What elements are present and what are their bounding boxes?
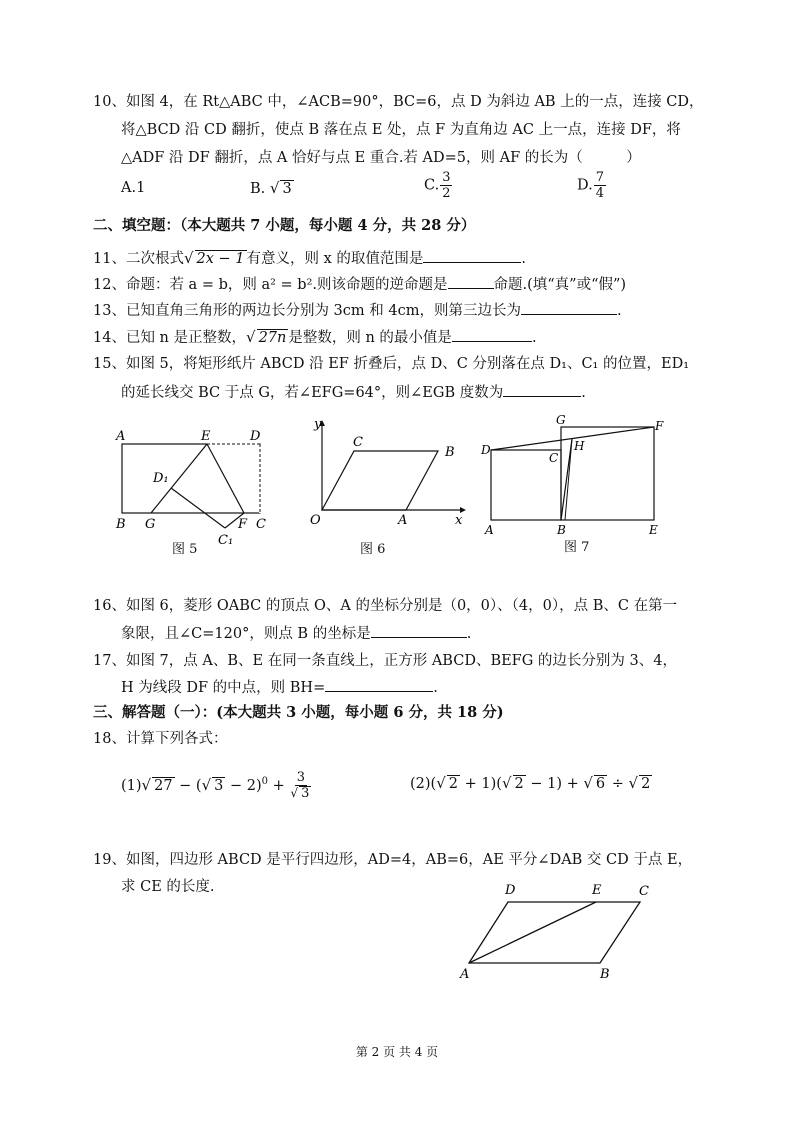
- q18-part1-radicand-a: 27: [154, 777, 173, 794]
- q14-radicand: 27n: [258, 330, 287, 346]
- sqrt-symbol: √: [141, 775, 152, 794]
- q11-answer-blank[interactable]: [423, 248, 521, 263]
- fraction-numerator: 3: [442, 170, 451, 185]
- q11-prefix: 11、二次根式: [93, 251, 184, 267]
- fig19-label-e: E: [592, 883, 602, 898]
- q17-line1: 17、如图 7，点 A、B、E 在同一条直线上，正方形 ABCD、BEFG 的边长分别为 3、4，: [93, 653, 677, 669]
- q18-part1-paren-open: − (: [179, 777, 202, 794]
- q15-answer-blank[interactable]: [503, 382, 581, 397]
- q16-answer-blank[interactable]: [371, 623, 467, 638]
- fig5-caption: 图 5: [172, 542, 198, 557]
- q14-prefix: 14、已知 n 是正整数，: [93, 330, 247, 346]
- q18-part1-exponent: 0: [261, 776, 269, 787]
- q10-option-b: [250, 178, 294, 199]
- fig5-label-f: F: [238, 517, 248, 532]
- fig19-label-c: C: [639, 884, 649, 899]
- q10-option-c-label: C.: [424, 177, 440, 194]
- q18-part2-radicand-3: 6: [595, 776, 606, 792]
- sqrt-symbol: √: [183, 249, 194, 267]
- q18-part2-radicand-1: 2: [448, 776, 459, 792]
- section-3-heading: 三、解答题（一）：(本大题共 3 小题，每小题 6 分，共 18 分): [93, 704, 504, 721]
- page-footer: 第 2 页 共 4 页: [355, 1045, 439, 1059]
- fig5-label-c: C: [256, 517, 266, 532]
- sqrt-symbol: √: [246, 328, 256, 346]
- section-2-heading: 二、填空题：（本大题共 7 小题，每小题 4 分，共 28 分）: [93, 217, 476, 234]
- q18-part2-mid2: − 1) +: [530, 776, 579, 792]
- q10-line2: 将△BCD 沿 CD 翻折，使点 B 落在点 E 处，点 F 为直角边 AC 上一点，连接 DF，将: [121, 122, 681, 138]
- q12-text-2: 命题.(填“真”或“假”): [493, 277, 627, 293]
- q19-line1: 19、如图，四边形 ABCD 是平行四边形，AD=4，AB=6，AE 平分∠DAB 交 CD 于点 E，: [93, 852, 693, 868]
- q15-line2-text: 的延长线交 BC 于点 G，若∠EFG=64°，则∠EGB 度数为: [121, 385, 504, 401]
- fig5-label-g: G: [145, 517, 156, 532]
- figure-19: [455, 880, 655, 985]
- q10-option-b-label: B.: [250, 181, 266, 197]
- fig19-label-d: D: [505, 883, 516, 898]
- q19-line2: 求 CE 的长度.: [121, 879, 215, 895]
- q16-line2: 象限，且∠C=120°，则点 B 的坐标是 .: [121, 623, 471, 644]
- q18-title: 18、计算下列各式：: [93, 731, 228, 747]
- fig7-label-c: C: [549, 451, 559, 465]
- q13-text: 13、已知直角三角形的两边长分别为 3cm 和 4cm，则第三边长为: [93, 303, 521, 319]
- q10-option-b-radicand: 3: [282, 181, 292, 197]
- q18-part1-den-radicand: 3: [301, 786, 310, 802]
- q18-part2-radicand-4: 2: [641, 776, 651, 792]
- q12: [93, 274, 626, 295]
- fig19-label-a: A: [460, 967, 470, 982]
- line-ef: [207, 444, 244, 513]
- q18-part2-radicand-2: 2: [514, 776, 524, 792]
- q14: 14、已知 n 是正整数，√ 27n 是整数，则 n 的最小值是 .: [93, 328, 537, 346]
- q18-part1-plus: +: [272, 777, 285, 794]
- fig7-label-e: E: [649, 523, 658, 537]
- fig7-label-h: H: [574, 439, 585, 453]
- q11-suffix: 有意义，则 x 的取值范围是: [246, 251, 424, 267]
- q14-suffix: 是整数，则 n 的最小值是: [288, 330, 452, 346]
- fig7-label-g: G: [556, 413, 566, 427]
- sqrt-symbol: √: [201, 775, 212, 794]
- fig5-label-a: A: [116, 429, 126, 444]
- q17-answer-blank[interactable]: [325, 677, 433, 692]
- q10-option-c: [424, 170, 452, 201]
- fig6-label-a: A: [398, 513, 408, 528]
- q17-line2: H 为线段 DF 的中点，则 BH= .: [121, 677, 438, 698]
- q13: 13、已知直角三角形的两边长分别为 3cm 和 4cm，则第三边长为 .: [93, 300, 622, 321]
- fig5-label-e: E: [201, 429, 211, 444]
- q18-part2-label: (2): [410, 776, 431, 792]
- rhombus-oabc: [322, 451, 438, 510]
- sqrt-symbol: √: [583, 774, 593, 792]
- fig5-label-c1: C₁: [218, 533, 234, 548]
- fig6-label-x: x: [455, 513, 463, 528]
- sqrt-symbol: √: [628, 774, 639, 792]
- fig7-label-f: F: [655, 419, 664, 433]
- fig5-label-b: B: [116, 517, 126, 532]
- fig19-label-b: B: [600, 967, 610, 982]
- q18-part1-radicand-c: 3: [214, 777, 224, 794]
- q11: 11、二次根式√ 2x − 1 有意义，则 x 的取值范围是 .: [93, 249, 527, 267]
- q10-option-a: A.1: [121, 180, 146, 196]
- fig5-label-d: D: [250, 429, 261, 444]
- fraction-numerator: 3: [296, 770, 306, 786]
- q10-option-c-fraction: [440, 170, 452, 201]
- fig7-label-b: B: [557, 523, 566, 537]
- q18-part2-paren: (: [430, 776, 437, 792]
- q12-text-1: 12、命题：若 a = b，则 a² = b².则该命题的逆命题是: [93, 277, 448, 293]
- q18-part1-fraction: [290, 770, 311, 801]
- q18-part1: [121, 770, 311, 801]
- sqrt-symbol: √: [290, 786, 299, 801]
- fraction-denominator: 2: [442, 186, 451, 201]
- q13-answer-blank[interactable]: [521, 300, 617, 315]
- parallelogram-abcd: [469, 902, 640, 963]
- q16-line2-text: 象限，且∠C=120°，则点 B 的坐标是: [121, 626, 371, 642]
- q18-part2-divide: ÷: [611, 776, 624, 792]
- q15-line2: 的延长线交 BC 于点 G，若∠EFG=64°，则∠EGB 度数为 .: [121, 382, 586, 403]
- line-df: [491, 427, 654, 450]
- q18-part2: [410, 773, 652, 794]
- fig7-caption: 图 7: [564, 540, 590, 555]
- q18-part2-mid: + 1)(: [464, 776, 502, 792]
- q10-option-d-label: D.: [577, 177, 593, 194]
- q16-line1: 16、如图 6，菱形 OABC 的顶点 O、A 的坐标分别是（0，0）、（4，0），点 B、C 在第一: [93, 598, 678, 614]
- figure-7: [478, 410, 678, 540]
- line-d1c1: [171, 488, 225, 528]
- q10-line1: 10、如图 4，在 Rt△ABC 中，∠ACB=90°，BC=6，点 D 为斜边 AB 上的一点，连接 CD，: [93, 94, 704, 110]
- fig6-label-y: y: [314, 417, 322, 432]
- q17-line2-text: H 为线段 DF 的中点，则 BH=: [121, 680, 326, 696]
- q12-answer-blank[interactable]: [448, 274, 494, 289]
- fraction-denominator: 4: [595, 186, 604, 201]
- figure-6: [300, 414, 480, 544]
- sqrt-symbol: √: [436, 774, 446, 792]
- fig7-label-a: A: [485, 523, 494, 537]
- fig6-caption: 图 6: [360, 542, 386, 557]
- q10-option-d-fraction: [594, 170, 606, 201]
- q15-line1: 15、如图 5，将矩形纸片 ABCD 沿 EF 折叠后，点 D、C 分别落在点 D₁、C₁ 的位置，ED₁: [93, 356, 690, 372]
- fig6-label-c: C: [353, 435, 363, 450]
- q11-radicand: 2x − 1: [196, 251, 245, 267]
- q18-part1-label: (1): [121, 777, 142, 794]
- sqrt-symbol: √: [269, 179, 280, 197]
- fig6-label-o: O: [310, 513, 321, 528]
- fraction-numerator: 7: [595, 170, 604, 185]
- fig6-label-b: B: [445, 445, 455, 460]
- fraction-denominator: [290, 786, 311, 801]
- q10-line3: △ADF 沿 DF 翻折，点 A 恰好与点 E 重合.若 AD=5，则 AF 的长为（ ）: [121, 150, 641, 166]
- fig5-label-d1: D₁: [153, 471, 169, 486]
- q14-answer-blank[interactable]: [452, 327, 532, 342]
- sqrt-symbol: √: [501, 774, 512, 792]
- q10-option-d: [577, 170, 606, 201]
- fig7-label-d: D: [481, 443, 491, 457]
- q18-part1-paren-close: − 2): [230, 777, 262, 794]
